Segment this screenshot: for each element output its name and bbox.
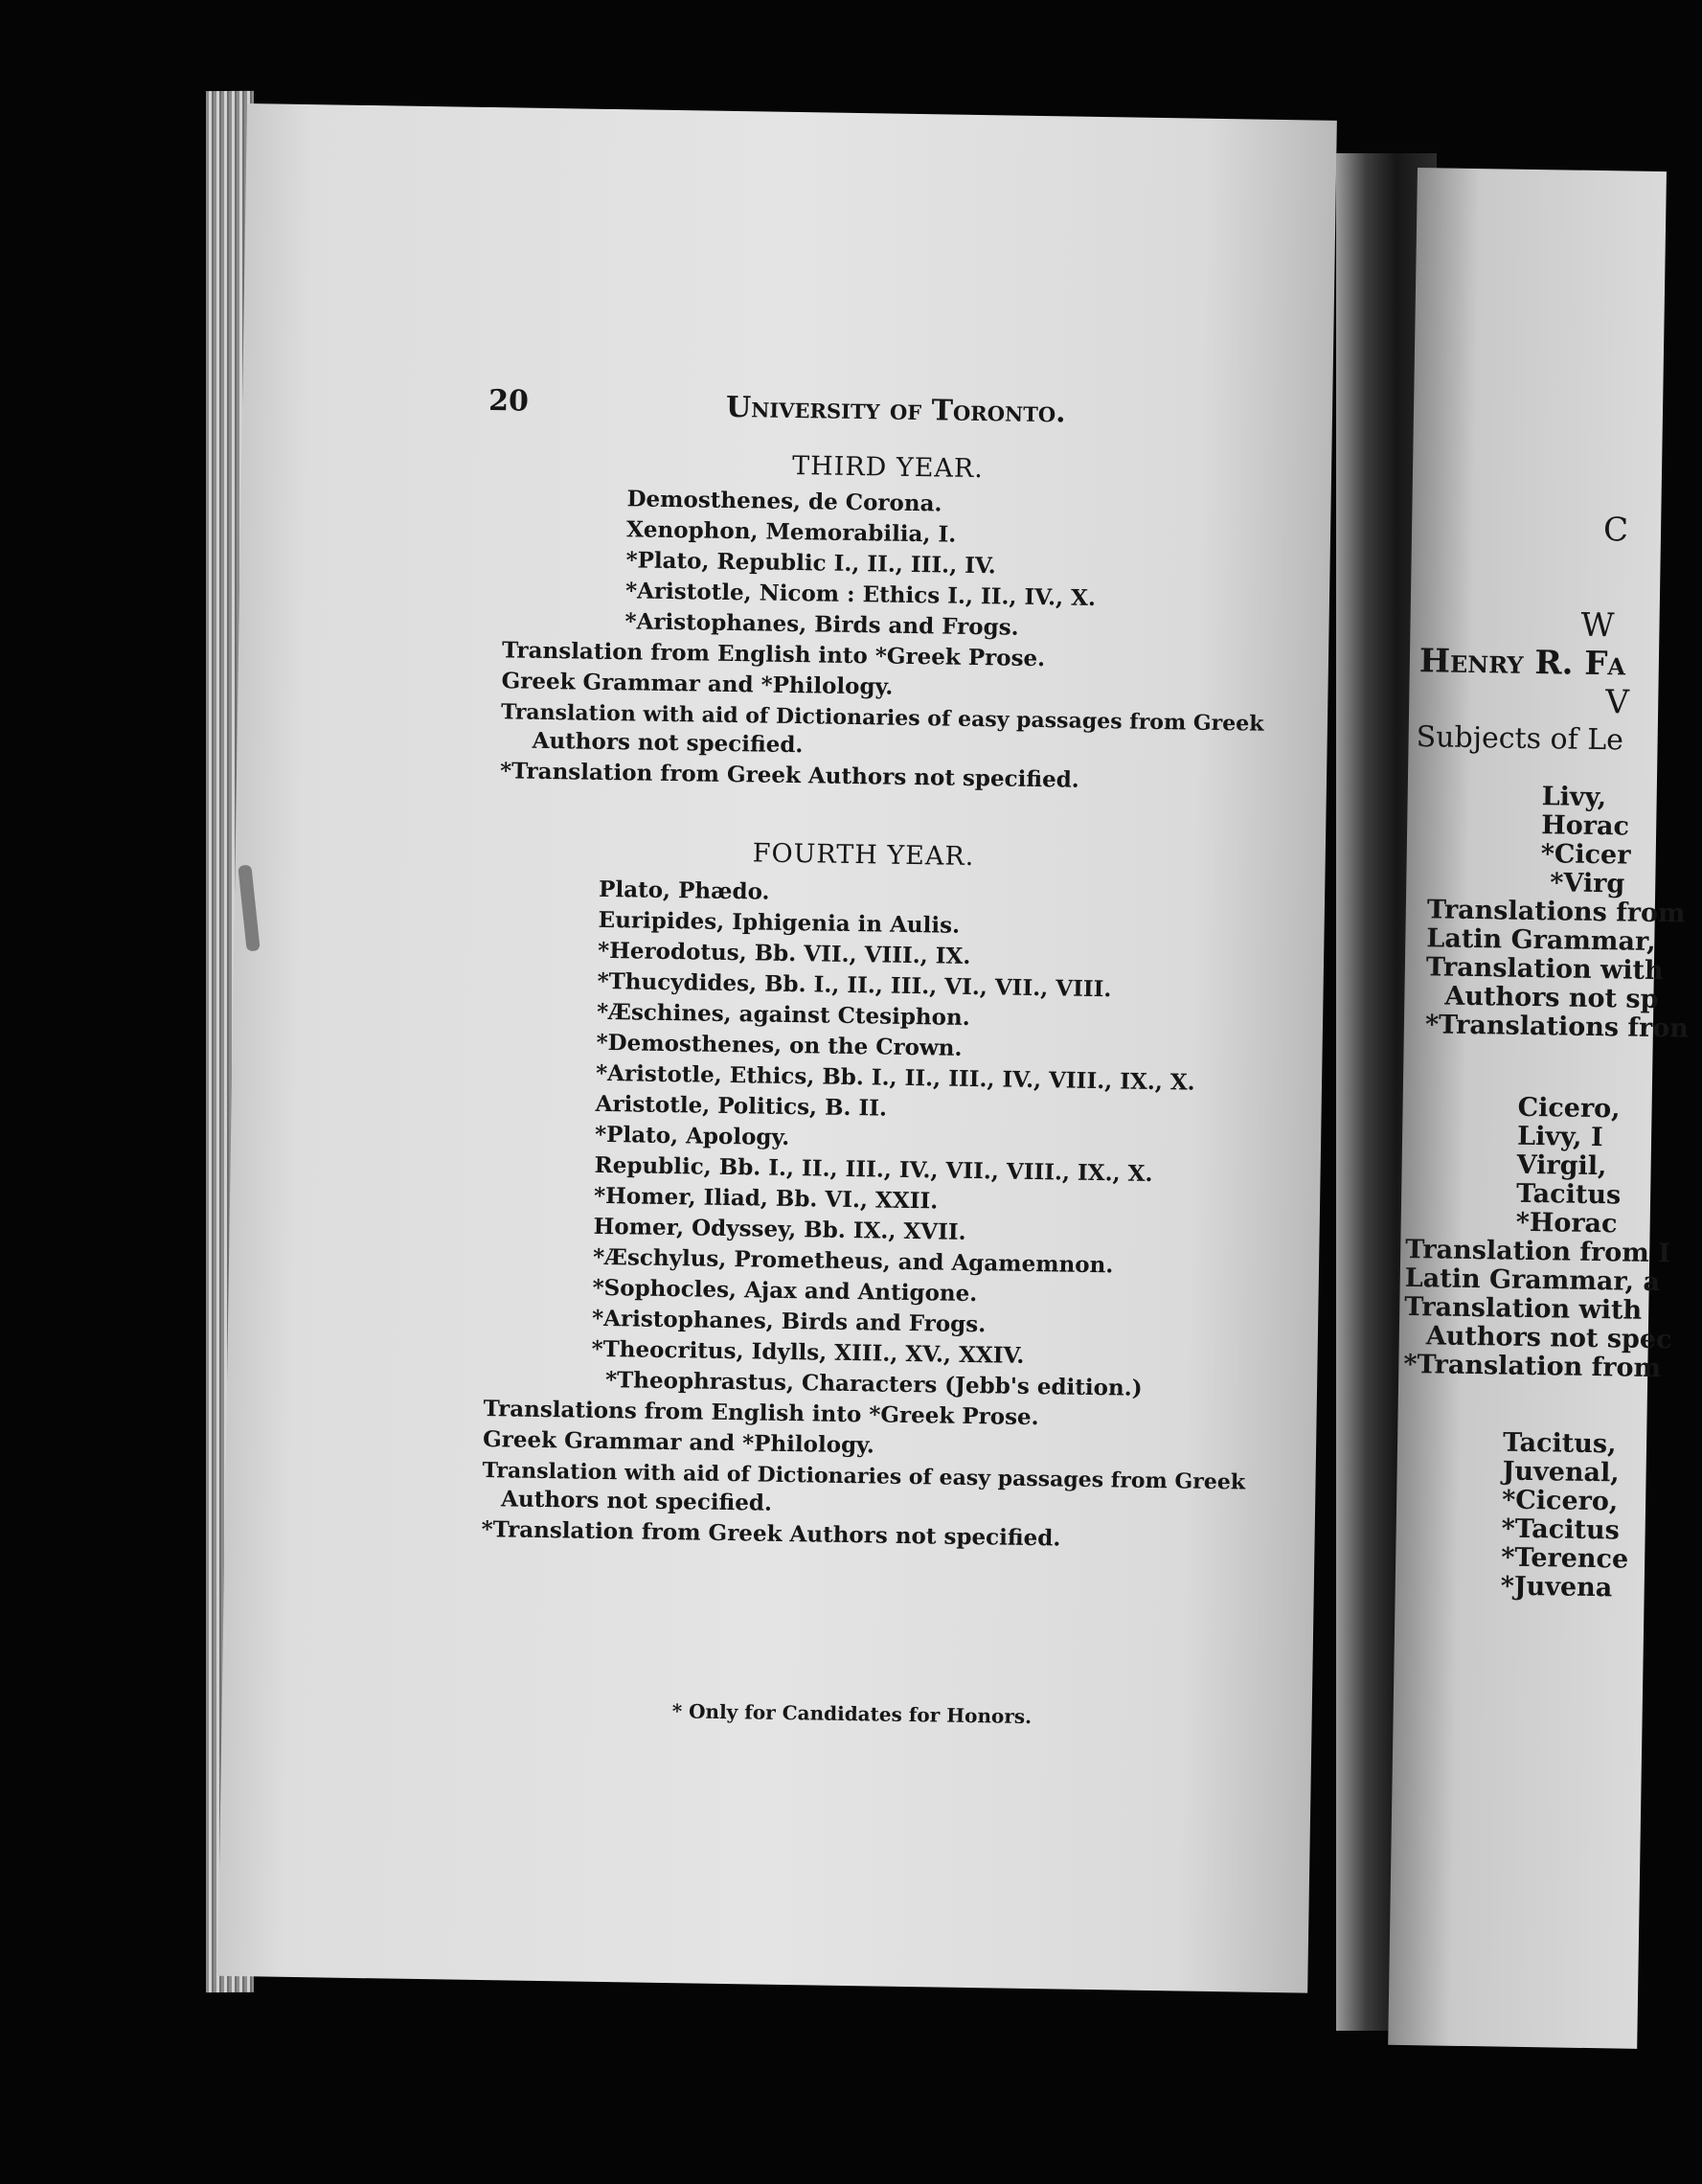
- right-page-line: Authors not sp: [1444, 981, 1659, 1015]
- fourth-year-author: Plato, Phædo.: [598, 876, 770, 905]
- right-page-line: *Juvena: [1500, 1571, 1613, 1604]
- right-page-line: Juvenal,: [1502, 1456, 1620, 1489]
- right-page-line: Translation with: [1425, 952, 1664, 987]
- right-page-line: Latin Grammar, a: [1404, 1263, 1661, 1298]
- third-year-author: Xenophon, Memorabilia, I.: [625, 516, 957, 548]
- right-page-line: V: [1604, 683, 1630, 722]
- right-page-line: Cicero,: [1517, 1092, 1621, 1125]
- running-head: University of Toronto.: [725, 390, 1066, 430]
- fourth-year-author: *Aristophanes, Birds and Frogs.: [591, 1305, 987, 1338]
- third-year-author: *Aristophanes, Birds and Frogs.: [624, 608, 1019, 641]
- right-page-line: C: [1602, 511, 1629, 550]
- right-page-line: Horac: [1540, 810, 1630, 842]
- right-page-line: Translations from: [1426, 895, 1686, 929]
- fourth-year-author: Euripides, Iphigenia in Aulis.: [598, 906, 961, 939]
- fourth-year-author: Homer, Odyssey, Bb. IX., XVII.: [593, 1213, 966, 1245]
- fourth-year-author: Aristotle, Politics, B. II.: [595, 1090, 888, 1122]
- third-year-dictionary-translation-cont: Authors not specified.: [532, 727, 804, 759]
- third-year-author: *Aristotle, Nicom : Ethics I., II., IV., X.: [624, 578, 1097, 611]
- right-page-line: *Horac: [1515, 1207, 1618, 1240]
- left-page: [217, 103, 1337, 1993]
- third-year-unspecified-translation: *Translation from Greek Authors not specified.: [499, 758, 1080, 793]
- third-year-heading: THIRD YEAR.: [791, 450, 985, 485]
- fourth-year-author: *Æschylus, Prometheus, and Agamemnon.: [592, 1243, 1114, 1279]
- fourth-year-author: *Herodotus, Bb. VII., VIII., IX.: [597, 937, 971, 969]
- fourth-year-author: *Plato, Apology.: [594, 1121, 790, 1151]
- right-page-line: Translation with: [1404, 1291, 1643, 1326]
- right-page-line: Henry R. Fa: [1418, 642, 1626, 684]
- right-page-line: *Cicer: [1540, 839, 1631, 871]
- fourth-year-author: *Æschines, against Ctesiphon.: [596, 998, 970, 1031]
- fourth-year-dictionary-translation-cont: Authors not specified.: [500, 1486, 773, 1516]
- fourth-year-author: *Thucydides, Bb. I., II., III., VI., VII., VIII.: [597, 967, 1112, 1003]
- third-year-author: Demosthenes, de Corona.: [626, 486, 942, 517]
- right-page-line: *Terence: [1500, 1542, 1629, 1575]
- right-page-line: Tacitus: [1515, 1178, 1622, 1211]
- right-page-line: Livy,: [1541, 782, 1607, 813]
- right-page-line: Livy, I: [1516, 1121, 1603, 1153]
- right-page-fragment: [1388, 168, 1690, 2049]
- right-page-line: *Virg: [1550, 868, 1625, 899]
- fourth-year-author: *Aristotle, Ethics, Bb. I., II., III., IV., VIII., IX., X.: [595, 1059, 1195, 1096]
- right-page-line: *Translation from: [1403, 1349, 1662, 1384]
- right-page-line: *Translations fron: [1424, 1010, 1690, 1044]
- fourth-year-dictionary-translation: Translation with aid of Dictionaries of easy passages from Greek: [482, 1458, 1246, 1495]
- right-page-line: Latin Grammar,: [1426, 923, 1656, 958]
- right-page-line: Translation from I: [1405, 1234, 1671, 1269]
- third-year-dictionary-translation: Translation with aid of Dictionaries of easy passages from Greek: [500, 699, 1264, 737]
- right-page-line: *Tacitus: [1501, 1513, 1621, 1546]
- fourth-year-author: *Theocritus, Idylls, XIII., XV., XXIV.: [591, 1335, 1025, 1369]
- right-page-line: Authors not spec: [1425, 1321, 1672, 1355]
- right-page-line: W: [1580, 605, 1615, 646]
- fourth-year-author: *Homer, Iliad, Bb. VI., XXII.: [593, 1182, 939, 1215]
- third-year-author: *Plato, Republic I., II., III., IV.: [625, 547, 997, 580]
- page-number: 20: [488, 384, 530, 419]
- fourth-year-author: *Theophrastus, Characters (Jebb's edition.): [604, 1367, 1143, 1401]
- right-page-line: Virgil,: [1516, 1149, 1607, 1182]
- fourth-year-heading: FOURTH YEAR.: [752, 838, 975, 873]
- fourth-year-unspecified-translation: *Translation from Greek Authors not specified.: [481, 1516, 1061, 1552]
- fourth-year-translation-prose: Translations from English into *Greek Prose.: [483, 1396, 1039, 1431]
- fourth-year-author: *Sophocles, Ajax and Antigone.: [592, 1274, 978, 1308]
- fourth-year-author: Republic, Bb. I., II., III., IV., VII., VIII., IX., X.: [594, 1151, 1153, 1187]
- footnote: * Only for Candidates for Honors.: [671, 1699, 1033, 1729]
- right-page-line: *Cicero,: [1501, 1485, 1619, 1517]
- fourth-year-author: *Demosthenes, on the Crown.: [596, 1029, 963, 1061]
- fourth-year-grammar: Greek Grammar and *Philology.: [482, 1426, 875, 1459]
- third-year-translation-prose: Translation from English into *Greek Prose.: [501, 637, 1046, 672]
- right-page-line: Subjects of Le: [1416, 720, 1624, 758]
- right-page-line: Tacitus,: [1502, 1427, 1617, 1460]
- third-year-grammar: Greek Grammar and *Philology.: [501, 668, 894, 700]
